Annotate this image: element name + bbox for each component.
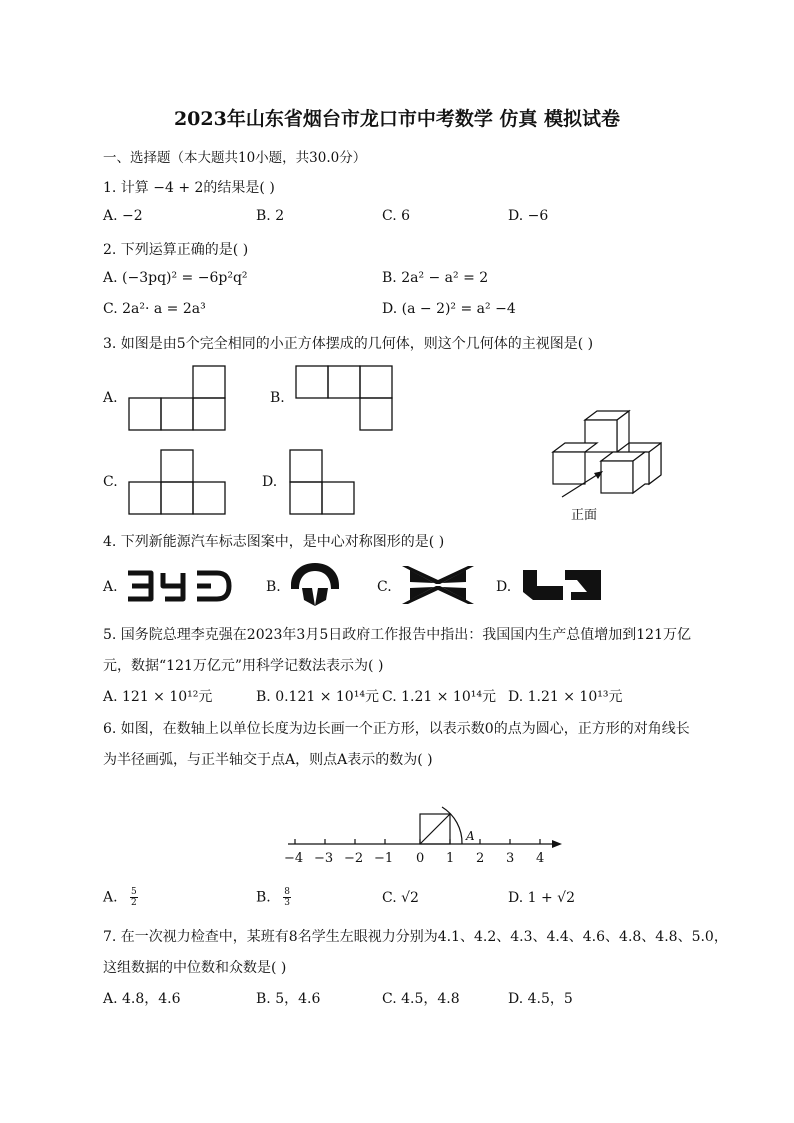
question-6-line-1: 6. 如图，在数轴上以单位长度为边长画一个正方形，以表示数0的点为圆心，正方形的对角线长 <box>103 721 690 737</box>
q7-option-b[interactable]: B. 5，4.6 <box>256 991 321 1007</box>
q6-option-a[interactable] <box>103 887 138 908</box>
q3-solid-figure <box>548 409 668 504</box>
page-title: 2023年山东省烟台市龙口市中考数学 仿真 模拟试卷 <box>173 108 621 130</box>
axis-label-4: 4 <box>536 851 545 866</box>
axis-label-3: 3 <box>506 851 515 866</box>
q3-option-a[interactable]: A. <box>103 390 118 406</box>
question-7-line-2: 这组数据的中位数和众数是( ) <box>103 960 287 976</box>
q5-option-d[interactable]: D. 1.21 × 10¹³元 <box>508 689 623 705</box>
q6-option-a-label: A. <box>103 889 118 906</box>
point-a-label: A <box>466 829 475 843</box>
q1-option-b[interactable]: B. 2 <box>256 208 285 224</box>
q2-option-c[interactable]: C. 2a²· a = 2a³ <box>103 301 206 317</box>
axis-label-neg1: −1 <box>374 851 394 866</box>
q6-option-d[interactable]: D. 1 + √2 <box>508 890 575 906</box>
question-5-line-1: 5. 国务院总理李克强在2023年3月5日政府工作报告中指出：我国国内生产总值增加到121万亿 <box>103 627 691 643</box>
question-6-line-2: 为半径画弧，与正半轴交于点A，则点A表示的数为( ) <box>103 752 433 768</box>
q1-option-a[interactable]: A. −2 <box>103 208 143 224</box>
xpeng-logo-icon <box>400 564 476 606</box>
q1-option-d[interactable]: D. −6 <box>508 208 549 224</box>
question-3-stem: 3. 如图是由5个完全相同的小正方体摆成的几何体，则这个几何体的主视图是( ) <box>103 336 594 352</box>
q4-option-d[interactable]: D. <box>496 579 512 595</box>
q4-option-b[interactable]: B. <box>266 579 281 595</box>
q3-option-c-figure <box>128 449 228 515</box>
question-1-stem: 1. 计算 −4 + 2的结果是( ) <box>103 180 275 196</box>
q3-option-a-figure <box>128 365 228 431</box>
question-2-stem: 2. 下列运算正确的是( ) <box>103 242 249 258</box>
q3-option-d[interactable]: D. <box>262 474 278 490</box>
axis-label-neg4: −4 <box>284 851 304 866</box>
q3-option-d-figure <box>289 449 357 515</box>
q6-option-c[interactable]: C. √2 <box>382 890 419 906</box>
q4-option-c[interactable]: C. <box>377 579 392 595</box>
axis-label-1: 1 <box>446 851 455 866</box>
nio-logo-icon <box>288 560 342 608</box>
q3-option-b-figure <box>295 365 395 431</box>
section-heading: 一、选择题（本大题共10小题，共30.0分） <box>103 150 367 166</box>
question-7-line-1: 7. 在一次视力检查中，某班有8名学生左眼视力分别为4.1、4.2、4.3、4.4、4.6、4.8、4.8、5.0， <box>103 929 728 945</box>
axis-label-2: 2 <box>476 851 485 866</box>
q5-option-c[interactable]: C. 1.21 × 10¹⁴元 <box>382 689 496 705</box>
front-view-label: 正面 <box>571 508 598 523</box>
q2-option-b[interactable]: B. 2a² − a² = 2 <box>382 270 489 286</box>
byd-logo-icon <box>125 569 235 603</box>
q6-option-b-fraction: $\frac{8}{3}$ <box>284 887 290 908</box>
q6-option-a-fraction: $\frac{5}{2}$ <box>131 887 137 908</box>
axis-label-neg3: −3 <box>314 851 334 866</box>
axis-label-0: 0 <box>416 851 425 866</box>
q6-option-b-label: B. <box>256 889 271 906</box>
q6-option-b[interactable] <box>256 887 291 908</box>
q4-option-a[interactable]: A. <box>103 579 118 595</box>
q7-option-c[interactable]: C. 4.5，4.8 <box>382 991 460 1007</box>
question-4-stem: 4. 下列新能源汽车标志图案中，是中心对称图形的是( ) <box>103 534 445 550</box>
q2-option-d[interactable]: D. (a − 2)² = a² −4 <box>382 301 516 317</box>
q3-option-b[interactable]: B. <box>270 390 285 406</box>
q7-option-a[interactable]: A. 4.8，4.6 <box>103 991 181 1007</box>
question-5-line-2: 元，数据“121万亿元”用科学记数法表示为( ) <box>103 658 384 674</box>
axis-label-neg2: −2 <box>344 851 364 866</box>
q1-option-c[interactable]: C. 6 <box>382 208 411 224</box>
q5-option-a[interactable]: A. 121 × 10¹²元 <box>103 689 213 705</box>
q5-option-b[interactable]: B. 0.121 × 10¹⁴元 <box>256 689 379 705</box>
lixiang-logo-icon <box>521 568 603 602</box>
q2-option-a[interactable]: A. (−3pq)² = −6p²q² <box>103 270 248 286</box>
q7-option-d[interactable]: D. 4.5，5 <box>508 991 573 1007</box>
q3-option-c[interactable]: C. <box>103 474 118 490</box>
